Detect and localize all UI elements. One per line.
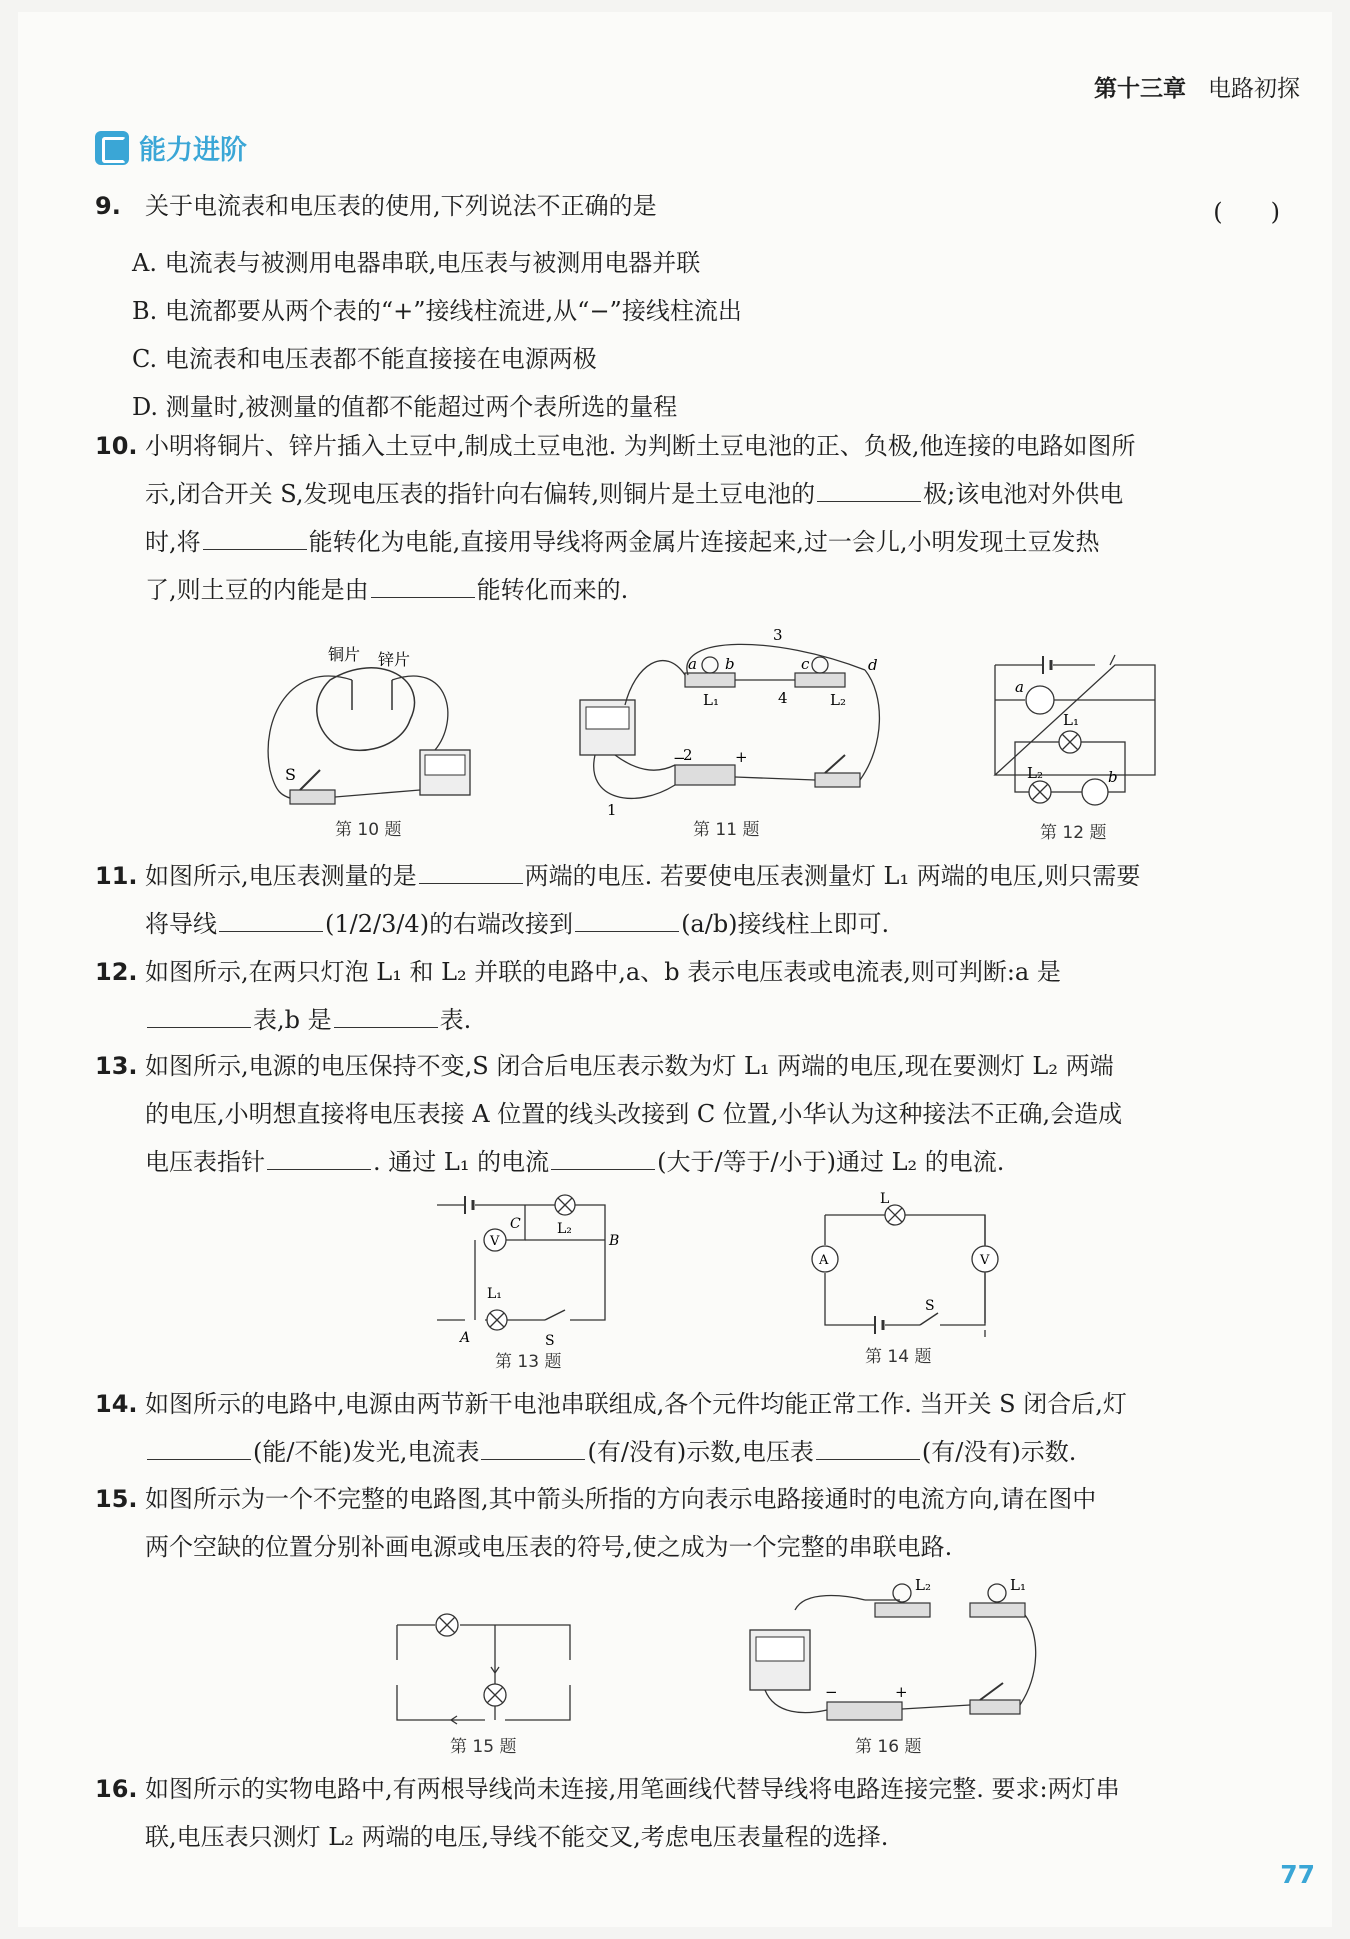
answer-blank[interactable] <box>481 1437 585 1460</box>
bulb-l1 <box>988 1584 1006 1602</box>
figure-caption: 第 12 题 <box>1040 823 1107 843</box>
question-line: 如图所示,电源的电压保持不变,S 闭合后电压表示数为灯 L₁ 两端的电压,现在要测灯 L₂ 两端 <box>145 1052 1114 1080</box>
voltmeter-dial <box>425 755 465 775</box>
question-line: 联,电压表只测灯 L₂ 两端的电压,导线不能交叉,考虑电压表量程的选择. <box>145 1823 889 1851</box>
lamp-label: L <box>880 1191 890 1207</box>
battery-minus: − <box>673 749 686 767</box>
figure-10 <box>260 640 500 850</box>
wire-number-3: 3 <box>773 626 783 644</box>
battery-plus: + <box>735 748 748 766</box>
question-number: 10. <box>95 432 138 460</box>
section-title: 能力进阶 <box>139 135 247 166</box>
question-line: (有/没有)示数,电压表 <box>587 1438 814 1466</box>
question-16 <box>95 1765 1120 1861</box>
question-line: (a/b)接线柱上即可. <box>681 910 890 938</box>
figure-caption: 第 15 题 <box>450 1737 517 1757</box>
question-line: (能/不能)发光,电流表 <box>253 1438 480 1466</box>
question-13 <box>95 1042 1122 1186</box>
meter-a <box>1026 686 1054 714</box>
wire-number-4: 4 <box>778 689 788 707</box>
figure-caption: 第 14 题 <box>865 1347 932 1367</box>
switch-lever <box>300 770 320 790</box>
meter-b <box>1082 779 1108 805</box>
question-15 <box>95 1475 1096 1571</box>
question-number: 13. <box>95 1052 138 1080</box>
answer-blank[interactable] <box>203 527 307 550</box>
voltmeter-symbol: V <box>490 1234 500 1249</box>
figure-15 <box>395 1615 585 1755</box>
switch-label: S <box>925 1298 935 1314</box>
question-line: 能转化为电能,直接用导线将两金属片连接起来,过一会儿,小明发现土豆发热 <box>308 528 1100 556</box>
question-line: 如图所示的电路中,电源由两节新干电池串联组成,各个元件均能正常工作. 当开关 S 闭合后,灯 <box>145 1390 1127 1418</box>
answer-blank[interactable] <box>219 909 323 932</box>
pencil-note-icon <box>95 131 129 165</box>
switch-base <box>970 1700 1020 1714</box>
answer-bracket: ( ) <box>1213 198 1280 226</box>
question-line: 表. <box>439 1006 472 1034</box>
switch-base <box>290 790 335 804</box>
figure-caption: 第 16 题 <box>855 1737 922 1757</box>
lamp-holder-l1 <box>685 673 735 687</box>
option-d: D. 测量时,被测量的值都不能超过两个表所选的量程 <box>132 393 678 421</box>
wire <box>625 661 685 705</box>
question-line: 电压表指针 <box>145 1148 265 1176</box>
figure-13 <box>425 1190 625 1370</box>
lamp-label-l2: L₂ <box>557 1221 572 1237</box>
question-line: 如图所示的实物电路中,有两根导线尚未连接,用笔画线代替导线将电路连接完整. 要求:两灯串 <box>145 1775 1120 1803</box>
wire <box>902 1705 970 1709</box>
figure-12 <box>985 650 1175 850</box>
question-11 <box>95 852 1140 948</box>
answer-blank[interactable] <box>817 479 921 502</box>
terminal-c: c <box>801 655 810 673</box>
meter-a-label: a <box>1015 678 1024 696</box>
copper-label: 铜片 <box>328 645 361 664</box>
question-number: 15. <box>95 1485 138 1513</box>
question-line: . 通过 L₁ 的电流 <box>373 1148 550 1176</box>
lamp-label-l1: L₁ <box>487 1286 502 1302</box>
question-line: 表,b 是 <box>253 1006 332 1034</box>
battery-holder <box>675 765 735 785</box>
answer-blank[interactable] <box>551 1147 655 1170</box>
question-12 <box>95 948 1061 1044</box>
lamp-label-l1: L₁ <box>1010 1576 1026 1594</box>
lamp-label-l2: L₂ <box>830 691 846 709</box>
wire <box>860 670 879 780</box>
question-line: (有/没有)示数. <box>921 1438 1077 1466</box>
voltmeter-dial <box>586 707 629 729</box>
question-line: 如图所示,电压表测量的是 <box>145 862 417 890</box>
battery-plus: + <box>895 1683 908 1701</box>
ammeter-symbol: A <box>819 1253 829 1268</box>
question-line: 将导线 <box>145 910 217 938</box>
wire <box>335 790 420 797</box>
answer-blank[interactable] <box>575 909 679 932</box>
circuit-wire <box>397 1625 570 1720</box>
question-line: (1/2/3/4)的右端改接到 <box>325 910 574 938</box>
option-b: B. 电流都要从两个表的“+”接线柱流进,从“−”接线柱流出 <box>132 297 742 325</box>
question-number: 14. <box>95 1390 138 1418</box>
lamp-label-l1: L₁ <box>703 691 719 709</box>
answer-blank[interactable] <box>816 1437 920 1460</box>
question-line: 示,闭合开关 S,发现电压表的指针向右偏转,则铜片是土豆电池的 <box>145 480 816 508</box>
chapter-header <box>1094 70 1300 103</box>
wire <box>1020 1615 1036 1705</box>
figure-16 <box>745 1575 1045 1755</box>
circuit-wire <box>825 1215 985 1337</box>
question-line: 小明将铜片、锌片插入土豆中,制成土豆电池. 为判断土豆电池的正、负极,他连接的电路如图所 <box>145 432 1136 460</box>
wire-2 <box>615 755 675 770</box>
question-number: 9. <box>95 192 121 220</box>
bulb-l2 <box>812 657 828 673</box>
question-stem: 关于电流表和电压表的使用,下列说法不正确的是 <box>145 192 657 220</box>
voltmeter-symbol: V <box>980 1253 990 1268</box>
question-line: 的电压,小明想直接将电压表接 A 位置的线头改接到 C 位置,小华认为这种接法不正确,会造成 <box>145 1100 1123 1128</box>
answer-blank[interactable] <box>147 1005 251 1028</box>
answer-blank[interactable] <box>419 861 523 884</box>
point-a: A <box>460 1330 471 1346</box>
question-line: 极;该电池对外供电 <box>923 480 1124 508</box>
meter-b-label: b <box>1108 768 1118 786</box>
switch-lever <box>825 755 845 773</box>
lamp-label-l2: L₂ <box>915 1576 931 1594</box>
point-b: B <box>609 1233 620 1249</box>
lamp-label-l1: L₁ <box>1063 711 1079 729</box>
figure-caption: 第 11 题 <box>693 820 760 840</box>
circuit-wire <box>825 1215 985 1325</box>
switch-lever <box>980 1683 1003 1700</box>
zinc-label: 锌片 <box>378 650 411 669</box>
section-heading <box>95 128 247 167</box>
switch-base <box>815 773 860 787</box>
switch-label: S <box>545 1333 555 1349</box>
option-a: A. 电流表与被测用电器串联,电压表与被测用电器并联 <box>132 249 701 277</box>
terminal-a: a <box>688 655 697 673</box>
question-line: (大于/等于/小于)通过 L₂ 的电流. <box>657 1148 1005 1176</box>
figure-11 <box>575 625 895 850</box>
question-line: 了,则土豆的内能是由 <box>145 576 369 604</box>
answer-blank[interactable] <box>334 1005 438 1028</box>
answer-blank[interactable] <box>267 1147 371 1170</box>
chapter-title: 电路初探 <box>1208 76 1300 102</box>
question-number: 12. <box>95 958 138 986</box>
terminal-d: d <box>868 656 878 674</box>
switch-blade <box>545 1310 565 1320</box>
wire-1 <box>594 755 675 798</box>
option-c: C. 电流表和电压表都不能直接接在电源两极 <box>132 345 597 373</box>
figure-caption: 第 13 题 <box>495 1352 562 1372</box>
question-line: 时,将 <box>145 528 201 556</box>
lamp-holder-l2 <box>875 1603 930 1617</box>
question-number: 11. <box>95 862 138 890</box>
lamp-holder-l2 <box>795 673 845 687</box>
question-line: 两端的电压. 若要使电压表测量灯 L₁ 两端的电压,则只需要 <box>524 862 1141 890</box>
wire <box>765 1690 827 1713</box>
battery-holder <box>827 1702 902 1720</box>
figure-caption: 第 10 题 <box>335 820 402 840</box>
wire <box>735 777 815 780</box>
lamp-label-l2: L₂ <box>1027 764 1043 782</box>
question-14 <box>95 1380 1127 1476</box>
question-line: 两个空缺的位置分别补画电源或电压表的符号,使之成为一个完整的串联电路. <box>145 1533 953 1561</box>
page-number: 77 <box>1280 1860 1315 1889</box>
wire-number-2: 2 <box>683 746 693 764</box>
wire-3 <box>687 644 865 675</box>
question-line: 能转化而来的. <box>476 576 629 604</box>
terminal-b: b <box>725 655 735 673</box>
question-line: 如图所示,在两只灯泡 L₁ 和 L₂ 并联的电路中,a、b 表示电压表或电流表,则可判断:a 是 <box>145 958 1061 986</box>
wire <box>268 676 352 800</box>
lamp-holder-l1 <box>970 1603 1025 1617</box>
answer-blank[interactable] <box>371 575 475 598</box>
battery-minus: − <box>825 1683 838 1701</box>
question-line: 如图所示为一个不完整的电路图,其中箭头所指的方向表示电路接通时的电流方向,请在图中 <box>145 1485 1097 1513</box>
figure-14 <box>805 1191 1005 1370</box>
switch-blade <box>920 1313 938 1325</box>
switch-label: S <box>285 765 296 784</box>
wire-number-1: 1 <box>607 801 617 819</box>
bulb-l2 <box>893 1584 911 1602</box>
question-10 <box>95 422 1136 614</box>
chapter-number: 第十三章 <box>1094 76 1186 102</box>
point-c: C <box>510 1216 521 1232</box>
question-number: 16. <box>95 1775 138 1803</box>
question-9 <box>95 182 657 230</box>
potato-shape <box>317 668 415 751</box>
voltmeter-dial <box>756 1637 804 1661</box>
answer-blank[interactable] <box>147 1437 251 1460</box>
wire <box>392 676 448 750</box>
circuit-wire <box>437 1205 605 1320</box>
bulb-l1 <box>702 657 718 673</box>
